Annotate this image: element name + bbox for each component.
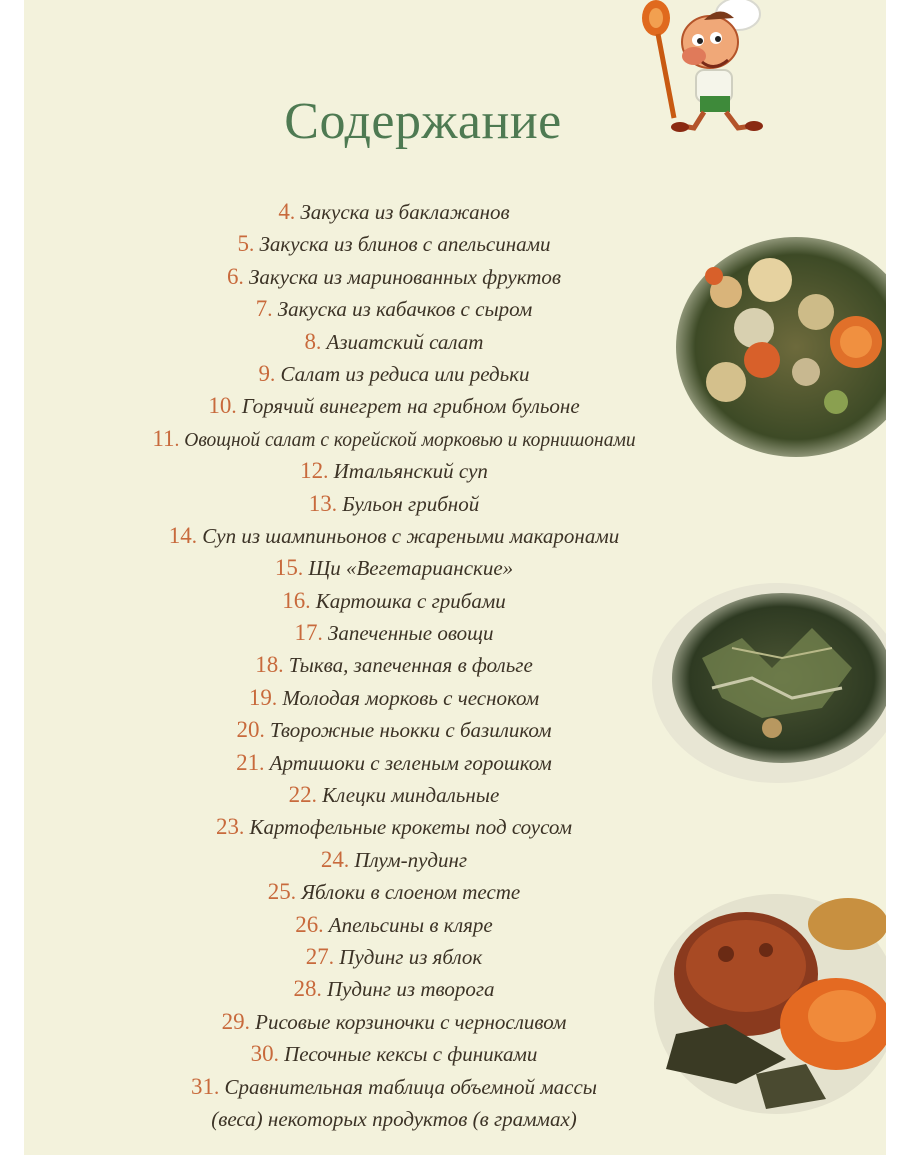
entry-title: Закуска из маринованных фруктов [248,264,562,289]
number-dot: . [323,459,334,484]
entry-title: Картофельные крокеты под соусом [249,815,572,840]
page-number: 25 [267,879,291,905]
number-dot: . [305,588,316,613]
page-number: 15 [274,555,298,581]
toc-entry [24,779,764,811]
page-number: 7 [255,296,268,322]
number-dot: . [316,329,327,354]
entry-title: Сравнительная таблица объемной массы [224,1074,598,1099]
entry-title: Яблоки в слоеном тесте [301,880,521,905]
page-number: 19 [248,684,272,710]
green-salad-photo [652,578,886,783]
page-number: 27 [305,943,329,969]
number-dot: . [311,783,323,808]
number-dot: . [318,912,329,937]
number-dot: . [191,523,203,548]
number-dot: . [267,297,278,322]
number-dot: . [297,556,309,581]
toc-entry [24,326,764,358]
number-dot: . [273,1042,285,1067]
number-dot: . [331,491,343,516]
page-number: 26 [295,911,319,937]
entry-title: Салат из редиса или редьки [280,361,530,386]
entry-title: Пудинг из яблок [339,944,483,969]
toc-entry [24,423,764,455]
entry-title: Артишоки с зеленым горошком [269,750,552,775]
toc-entry [24,293,764,325]
toc-entry [24,488,764,520]
number-dot: . [316,977,327,1002]
entry-title: Клецки миндальные [322,783,500,808]
page-number: 10 [208,393,232,419]
baked-pudding-photo [636,884,886,1119]
toc-entry [24,358,764,390]
page-number: 13 [308,490,332,516]
number-dot: . [343,847,355,872]
page-number: 24 [320,846,344,872]
entry-title: Рисовые корзиночки с черносливом [255,1009,567,1034]
entry-title: Запеченные овощи [327,621,494,646]
page-number: 29 [221,1008,245,1034]
number-dot: . [239,815,250,840]
page-number: 28 [293,976,317,1002]
page-number: 23 [216,814,240,840]
entry-title: Молодая морковь с чесноком [282,685,540,710]
entry-title: Бульон грибной [342,491,480,516]
page-number: 18 [255,652,279,678]
entry-title: Азиатский салат [326,329,484,354]
number-dot: . [317,621,328,646]
number-dot: . [269,361,281,386]
entry-title: Картошка с грибами [315,588,506,613]
page-number: 17 [294,620,318,646]
page-number: 20 [236,717,260,743]
page-title: Содержание [284,93,562,150]
page-number: 4 [278,199,290,224]
number-dot: . [259,718,271,743]
number-dot: . [174,429,185,451]
number-dot: . [213,1074,225,1099]
page-number: 16 [282,587,306,613]
entry-title: Итальянский суп [333,459,488,484]
toc-entry [24,811,764,843]
entry-title: Щи «Вегетарианские» [308,556,514,581]
page-number: 30 [250,1041,274,1067]
entry-title: Овощной салат с корейской морковью и корнишонами [184,429,636,451]
number-dot: . [248,232,260,257]
entry-title: Пудинг из творога [326,977,495,1002]
toc-entry [24,455,764,487]
number-dot: . [271,685,283,710]
toc-entry [24,520,764,552]
entry-title: Тыква, запеченная в фольге [288,653,533,678]
number-dot: . [278,653,289,678]
entry-title: Апельсины в кляре [328,912,493,937]
page-number: 11 [152,425,175,451]
page-number: 22 [288,782,312,808]
number-dot: . [238,264,249,289]
page-number: 8 [304,328,317,354]
number-dot: . [328,944,340,969]
toc-entry [24,196,764,228]
toc-entry [24,390,764,422]
book-page [24,0,886,1155]
entry-title: Творожные ньокки с базиликом [270,718,552,743]
toc-entry [24,228,764,260]
number-dot: . [231,394,242,419]
number-dot: . [290,880,302,905]
number-dot: . [244,1009,256,1034]
entry-title: Закуска из баклажанов [300,200,510,224]
toc-entry-continuation: (веса) некоторых продуктов (в граммах) [211,1106,577,1131]
entry-title: Суп из шампиньонов с жареными макаронами [202,523,620,548]
page-number: 14 [168,522,192,548]
number-dot: . [259,750,270,775]
page-number: 9 [258,360,270,386]
page-number: 31 [190,1073,214,1099]
number-dot: . [289,200,301,224]
vegetable-salad-photo [666,232,886,462]
entry-title: Песочные кексы с финиками [284,1042,538,1067]
toc-entry [24,844,764,876]
page-number: 12 [300,458,324,484]
entry-title: Закуска из блинов с апельсинами [259,232,551,257]
toc-entry [24,261,764,293]
page-number: 21 [236,749,260,775]
entry-title: Плум-пудинг [354,847,468,872]
page-number: 5 [237,231,249,257]
page-number: 6 [226,263,239,289]
entry-title: Закуска из кабачков с сыром [277,297,533,322]
entry-title: Горячий винегрет на грибном бульоне [241,394,580,419]
